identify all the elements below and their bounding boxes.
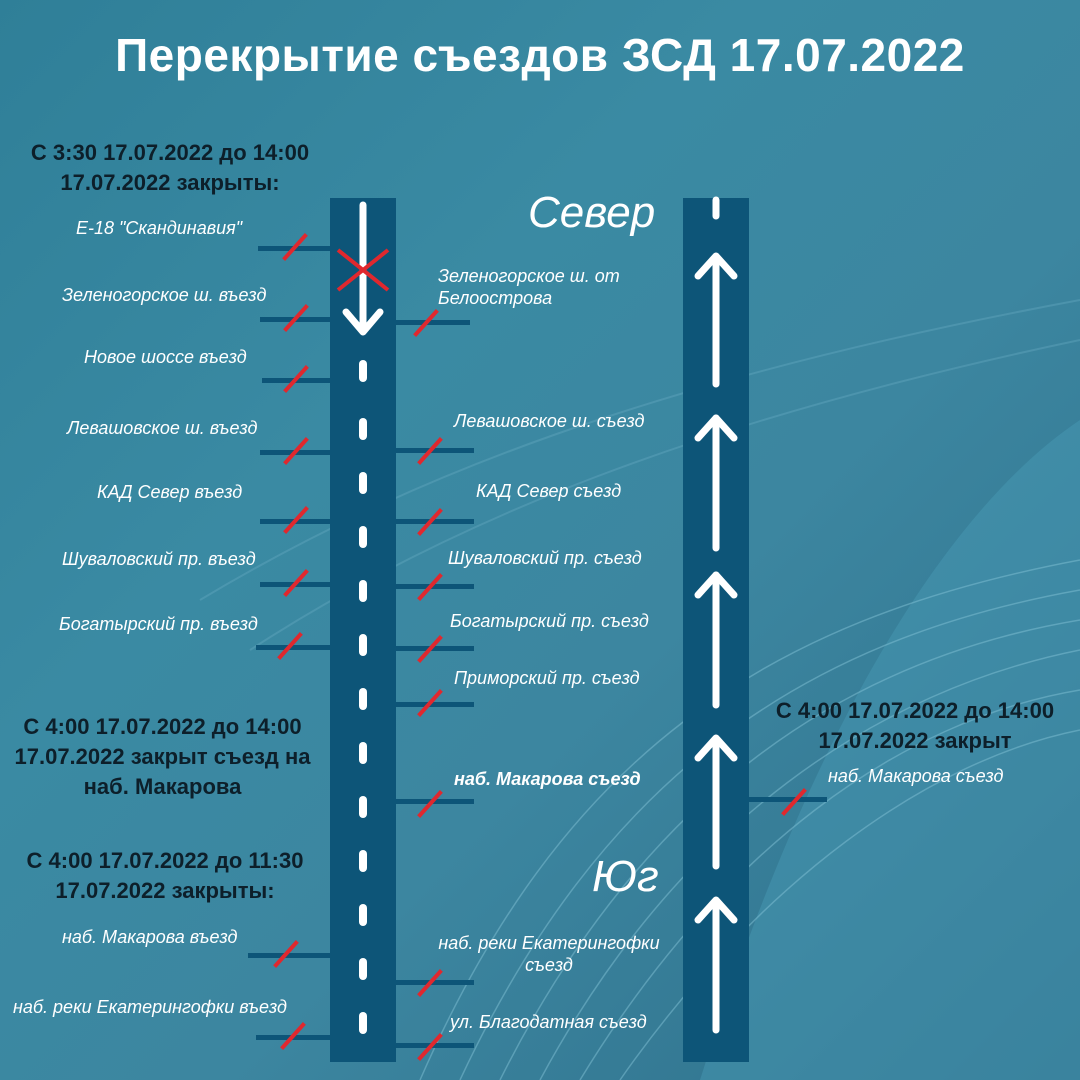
lane-dash (359, 526, 367, 548)
exit-label: ул. Благодатная съезд (450, 1012, 647, 1032)
lane-dash (359, 958, 367, 980)
page-title: Перекрытие съездов ЗСД 17.07.2022 (115, 29, 965, 81)
entry-label: Е-18 "Скандинавия" (76, 218, 243, 238)
note-bottom-left: С 4:00 17.07.2022 до 11:30 17.07.2022 закрыты: (26, 848, 304, 903)
exit-label: Зеленогорское ш. от Белоострова (438, 266, 620, 308)
entry-label: Зеленогорское ш. въезд (62, 285, 267, 305)
lane-dash (359, 360, 367, 382)
exit-label: Богатырский пр. съезд (450, 611, 649, 631)
south-label: Юг (592, 852, 659, 901)
entry-label: Левашовское ш. въезд (67, 418, 258, 438)
exit-label: Шуваловский пр. съезд (448, 548, 642, 568)
road-northbound (683, 198, 749, 1062)
lane-dash (359, 1012, 367, 1034)
lane-dash (359, 688, 367, 710)
note-top-left: С 3:30 17.07.2022 до 14:00 17.07.2022 закрыты: (30, 140, 310, 195)
lane-dash (359, 472, 367, 494)
exit-ramp (396, 702, 474, 707)
note-mid-left: С 4:00 17.07.2022 до 14:00 17.07.2022 закрыт съезд на наб. Макарова (14, 714, 311, 799)
exit-label: КАД Север съезд (476, 481, 622, 501)
entry-label: наб. Макарова въезд (62, 927, 238, 947)
exit-label: наб. Макарова съезд (454, 769, 641, 789)
road-southbound (330, 198, 396, 1062)
exit-ramp (396, 584, 474, 589)
lane-dash (359, 850, 367, 872)
exit-ramp (396, 320, 470, 325)
entry-label: Богатырский пр. въезд (59, 614, 258, 634)
lane-dash (359, 634, 367, 656)
lane-dash (359, 418, 367, 440)
exit-ramp (396, 448, 474, 453)
lane-dash (359, 580, 367, 602)
exit-label: Приморский пр. съезд (454, 668, 640, 688)
lane-dash (359, 904, 367, 926)
exit-label: Левашовское ш. съезд (454, 411, 645, 431)
entry-label: наб. реки Екатерингофки въезд (13, 997, 287, 1017)
lane-dash (359, 796, 367, 818)
note-right: С 4:00 17.07.2022 до 14:00 17.07.2022 закрыт (775, 698, 1055, 753)
exit-ramp (396, 646, 474, 651)
entry-ramp (256, 645, 330, 650)
lane-dash (359, 742, 367, 764)
exit-ramp (396, 980, 474, 985)
entry-ramp (248, 953, 330, 958)
south-exit-label: наб. Макарова съезд (828, 766, 1004, 786)
entry-label: КАД Север въезд (97, 482, 243, 502)
entry-label: Новое шоссе въезд (84, 347, 247, 367)
exit-ramp (749, 797, 827, 802)
exit-ramp (396, 519, 474, 524)
entry-label: Шуваловский пр. въезд (62, 549, 256, 569)
north-label: Север (528, 188, 656, 237)
exit-label: наб. реки Екатерингофки съезд (438, 933, 660, 975)
